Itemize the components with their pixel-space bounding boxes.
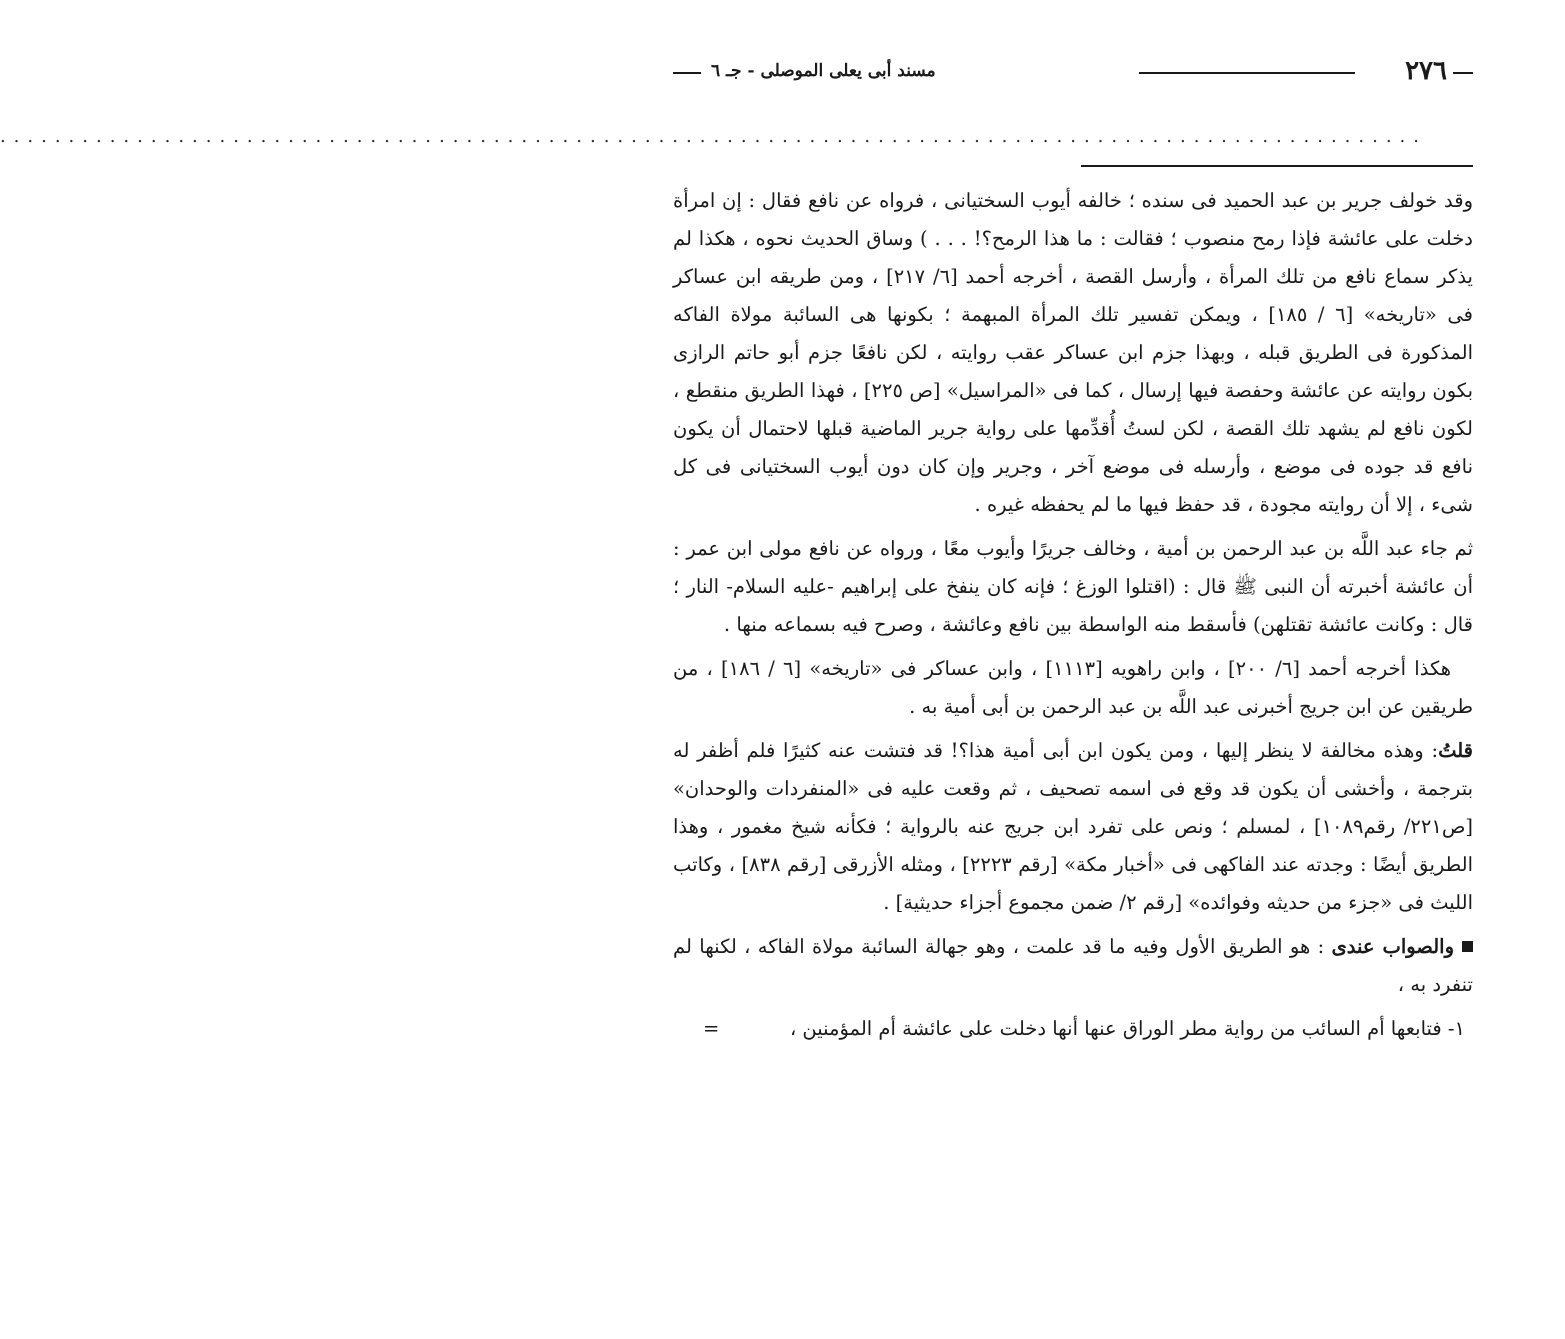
paragraph-4-text: : وهذه مخالفة لا ينظر إليها ، ومن يكون ابن أبى أمية هذا؟! قد فتشت عنه كثيرًا فلم أظفر له بترجمة ، وأخشى أن يكون قد وقع فى اسمه تصحيف ، ثم وقعت عليه فى «المنفردات والوحدان» [ص٢٢١/ رقم١٠٨٩] ، لمسلم ؛ ونص على تفرد ابن جريج عنه بالرواية ؛ فكأنه شيخ مغمور ، وهذا الطريق أيضًا : وجدته عند الفاكهى فى «أخبار مكة» [رقم ٢٢٢٣] ، ومثله الأزرقى [رقم ٨٣٨] ، وكاتب الليث فى «جزء من حديثه وفوائده» [رقم ٢/ ضمن مجموع أجزاء حديثية] . — [673, 739, 1474, 914]
square-bullet-icon — [1462, 941, 1473, 952]
page-number: ٢٧٦ — [1405, 56, 1447, 86]
document-page — [0, 40, 1474, 1300]
paragraph-6 — [673, 1010, 1473, 1048]
paragraph-2: ثم جاء عبد اللَّه بن عبد الرحمن بن أمية ، وخالف جريرًا وأيوب معًا ، ورواه عن نافع مولى ابن عمر : أن عائشة أخبرته أن النبى ﷺ قال : (اقتلوا الوزغ ؛ فإنه كان ينفخ على إبراهيم -عليه السلام- النار ؛ قال : وكانت عائشة تقتلهن) فأسقط منه الواسطة بين نافع وعائشة ، وصرح فيه بسماعه منها . — [673, 537, 1473, 636]
header-rule-right — [1453, 72, 1473, 74]
qult-label: قلتُ — [1438, 739, 1473, 762]
book-title: مسند أبى يعلى الموصلى - جـ ٦ — [711, 61, 936, 81]
body-text — [673, 182, 1473, 1048]
page-header — [673, 58, 1473, 88]
paragraph-5 — [673, 928, 1473, 1004]
paragraph-4 — [673, 732, 1473, 922]
section-rule — [1081, 165, 1473, 167]
sawab-label: والصواب عندى — [1331, 935, 1454, 958]
header-rule-left — [673, 72, 701, 74]
header-rule-middle — [1139, 72, 1355, 74]
paragraph-5-text: : هو الطريق الأول وفيه ما قد علمت ، وهو جهالة السائبة مولاة الفاكه ، لكنها لم تنفرد به ، — [673, 935, 1473, 996]
paragraph-1: وقد خولف جرير بن عبد الحميد فى سنده ؛ خالفه أيوب السختيانى ، فرواه عن نافع فقال : إن امرأة دخلت على عائشة فإذا رمح منصوب ؛ فقالت : ما هذا الرمح؟! . . . ) وساق الحديث نحوه ، هكذا لم يذكر سماع نافع من تلك المرأة ، وأرسل القصة ، أخرجه أحمد [٦/ ٢١٧] ، ومن طريقه ابن عساكر فى «تاريخه» [٦ / ١٨٥] ، ويمكن تفسير تلك المرأة المبهمة ؛ بكونها هى السائبة مولاة الفاكه المذكورة فى الطريق قبله ، وبهذا جزم ابن عساكر عقب روايته ، لكن نافعًا جزم أبو حاتم الرازى بكون روايته عن عائشة وحفصة فيها إرسال ، كما فى «المراسيل» [ص ٢٢٥] ، فهذا الطريق منقطع ، لكون نافع لم يشهد تلك القصة ، لكن لستُ أُقدِّمها على رواية جرير الماضية قبلها لاحتمال أن يكون نافع قد جوده فى موضع ، وأرسله فى موضع آخر ، وجرير وإن كان دون أيوب السختيانى فى كل شىء ، إلا أن روايته مجودة ، قد حفظ فيها ما لم يحفظه غيره . — [673, 189, 1473, 516]
paragraph-3: هكذا أخرجه أحمد [٦/ ٢٠٠] ، وابن راهويه [١١١٣] ، وابن عساكر فى «تاريخه» [٦ / ١٨٦] ، من طريقين عن ابن جريج أخبرنى عبد اللَّه بن عبد الرحمن بن أبى أمية به . — [673, 657, 1473, 718]
paragraph-6-text: ١- فتابعها أم السائب من رواية مطر الوراق عنها أنها دخلت على عائشة أم المؤمنين ، — [789, 1017, 1465, 1040]
ellipsis-dots: ........................................................................................................ — [0, 126, 1427, 147]
continuation-mark: = — [703, 1017, 720, 1040]
